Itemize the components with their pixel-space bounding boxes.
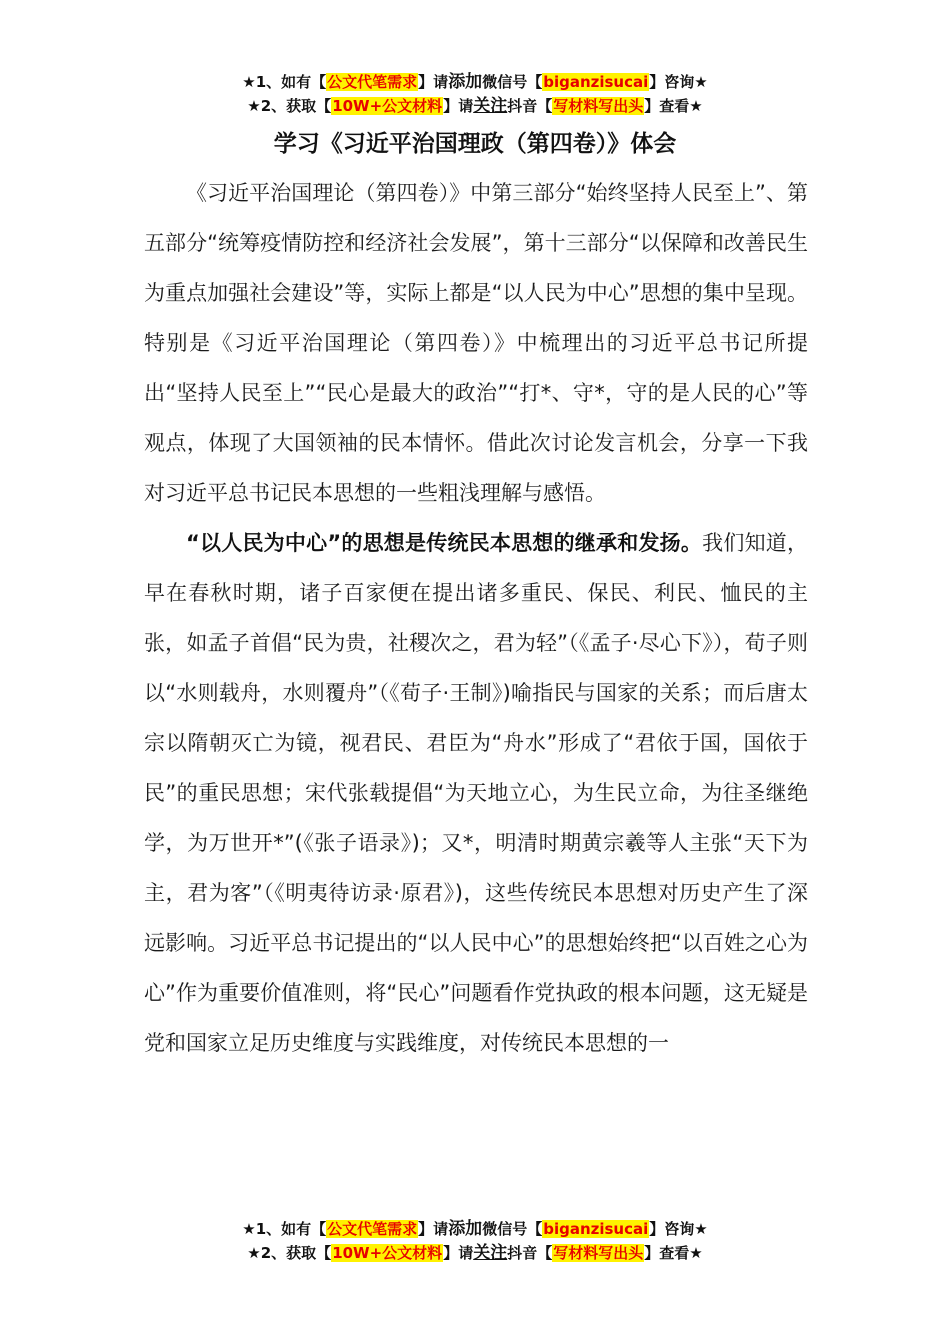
header-banner-line-2 <box>0 94 950 118</box>
banner-text: 微信号【 <box>482 73 543 91</box>
paragraph-lead-sentence: “以人民为中心”的思想是传统民本思想的继承和发扬。 <box>186 531 703 555</box>
highlight-douyin-account: 写材料写出头 <box>553 1244 644 1262</box>
highlight-wechat-id: biganzisucai <box>543 73 649 91</box>
header-banner-line-1 <box>0 70 950 94</box>
banner-text: 】请 <box>443 97 474 115</box>
document-body <box>144 168 808 1068</box>
document-title: 学习《习近平治国理政（第四卷）》体会 <box>273 131 677 157</box>
banner-text: 】查看★ <box>644 1244 703 1262</box>
paragraph-2 <box>144 518 808 1068</box>
banner-text: ★2、获取【 <box>247 1244 332 1262</box>
banner-text: 抖音【 <box>507 1244 553 1262</box>
banner-text: 】请 <box>418 1220 449 1238</box>
highlight-materials: 10W+公文材料 <box>332 1244 443 1262</box>
banner-emphasis: 关注 <box>473 96 508 116</box>
footer-banner <box>0 1217 950 1265</box>
highlight-wechat-id: biganzisucai <box>543 1220 649 1238</box>
footer-banner-line-1 <box>0 1217 950 1241</box>
paragraph-text: 我们知道，早在春秋时期，诸子百家便在提出诸多重民、保民、利民、恤民的主张，如孟子首倡“民为贵，社稷次之，君为轻”（《孟子·尽心下》），荀子则以“水则载舟，水则覆舟”（《荀子·王制》)喻指民与国家的关系；而后唐太宗以隋朝灭亡为镜，视君民、君臣为“舟水”形成了“君依于国，国依于民”的重民思想；宋代张载提倡“为天地立心，为生民立命，为往圣继绝学，为万世开*”(《张子语录》)；又*，明清时期黄宗羲等人主张“天下为主，君为客”（《明夷待访录·原君》)，这些传统民本思想对历史产生了深远影响。习近平总书记提出的“以人民中心”的思想始终把“以百姓之心为心”作为重要价值准则，将“民心”问题看作党执政的根本问题，这无疑是党和国家立足历史维度与实践维度，对传统民本思想的一 <box>144 531 809 1055</box>
highlight-douyin-account: 写材料写出头 <box>553 97 644 115</box>
banner-text: 】咨询★ <box>649 1220 708 1238</box>
banner-text: 】咨询★ <box>649 73 708 91</box>
paragraph-text: 《习近平治国理论（第四卷）》中第三部分“始终坚持人民至上”、第五部分“统筹疫情防控和经济社会发展”，第十三部分“以保障和改善民生为重点加强社会建设”等，实际上都是“以人民为中心”思想的集中呈现。特别是《习近平治国理论（第四卷）》中梳理出的习近平总书记所提出“坚持人民至上”“民心是最大的政治”“打*、守*，守的是人民的心”等观点，体现了大国领袖的民本情怀。借此次讨论发言机会，分享一下我对习近平总书记民本思想的一些粗浅理解与感悟。 <box>144 181 808 505</box>
banner-text: 微信号【 <box>482 1220 543 1238</box>
highlight-service: 公文代笔需求 <box>327 73 418 91</box>
header-banner <box>0 70 950 118</box>
banner-emphasis: 添加 <box>448 72 483 92</box>
banner-emphasis: 关注 <box>473 1243 508 1263</box>
banner-text: ★1、如有【 <box>242 1220 327 1238</box>
footer-banner-line-2 <box>0 1241 950 1265</box>
banner-text: ★2、获取【 <box>247 97 332 115</box>
highlight-materials: 10W+公文材料 <box>332 97 443 115</box>
banner-text: 】请 <box>418 73 449 91</box>
highlight-service: 公文代笔需求 <box>327 1220 418 1238</box>
banner-text: 抖音【 <box>507 97 553 115</box>
banner-text: 】请 <box>443 1244 474 1262</box>
banner-emphasis: 添加 <box>448 1219 483 1239</box>
banner-text: 】查看★ <box>644 97 703 115</box>
paragraph-1 <box>144 168 808 518</box>
banner-text: ★1、如有【 <box>242 73 327 91</box>
